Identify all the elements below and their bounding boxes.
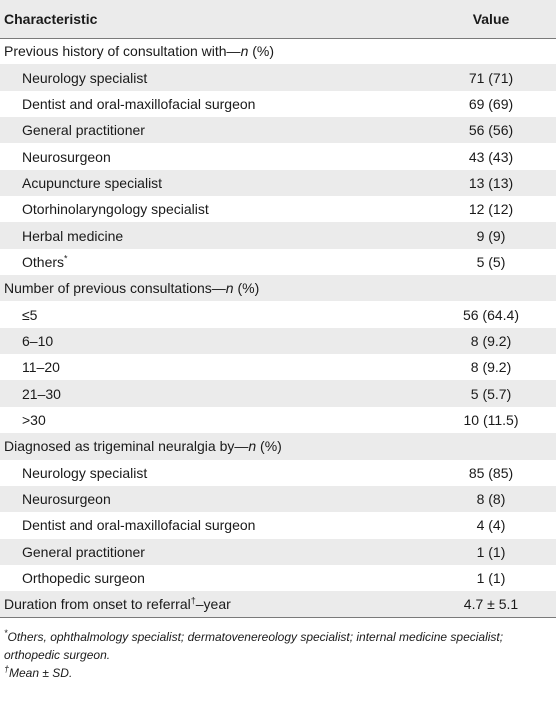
section-label-mark: †: [190, 595, 196, 606]
row-value: 8 (9.2): [470, 332, 512, 349]
table-row: [0, 354, 556, 380]
row-label-text: Others: [22, 253, 65, 270]
table-row: [0, 196, 556, 222]
row-label-text: 6–10: [22, 332, 54, 349]
row-value: 85 (85): [468, 464, 514, 481]
row-label-text: Orthopedic surgeon: [22, 570, 145, 587]
row-label-text: Neurology specialist: [22, 464, 148, 481]
row-value: 56 (64.4): [462, 306, 520, 323]
row-value: 56 (56): [468, 122, 514, 139]
row-value: 1 (1): [476, 570, 506, 587]
row-label-text: Neurosurgeon: [22, 148, 111, 165]
row-label-text: Neurology specialist: [22, 69, 148, 86]
row-label: [0, 64, 426, 90]
section-label-suffix: (%): [256, 438, 282, 455]
row-label-text: 21–30: [22, 385, 61, 402]
section-label-suffix: (%): [233, 280, 260, 297]
footnote-dagger-text: Mean ± SD.: [9, 666, 73, 681]
row-label: [0, 117, 426, 143]
header-characteristic: Characteristic: [0, 0, 426, 38]
row-value: 5 (5): [476, 253, 506, 270]
row-label: [0, 486, 426, 512]
row-label: [0, 143, 426, 169]
row-label: [0, 301, 426, 327]
row-label-text: 11–20: [22, 359, 60, 376]
row-label: [0, 249, 426, 275]
row-label-text: General practitioner: [22, 543, 145, 560]
footnote-asterisk: *: [4, 628, 8, 639]
row-label-mark: *: [64, 253, 68, 264]
row-value: 43 (43): [468, 148, 514, 165]
table-footnotes: [0, 618, 556, 682]
row-label: [0, 91, 426, 117]
row-label: [0, 407, 426, 433]
table-row: [0, 170, 556, 196]
row-value: 5 (5.7): [470, 385, 512, 402]
row-label: [0, 170, 426, 196]
footnote-dagger-mark: †: [4, 664, 10, 675]
row-label-text: >30: [22, 411, 46, 428]
row-label-text: Acupuncture specialist: [22, 174, 163, 191]
table-header-row: [0, 0, 556, 38]
table-row: [0, 222, 556, 248]
table-row: [0, 91, 556, 117]
section-row: [0, 275, 556, 301]
row-value: 8 (9.2): [470, 359, 512, 376]
row-label: [0, 354, 426, 380]
section-label-text: Duration from onset to referral: [4, 596, 191, 613]
section-label-text: Previous history of consultation with—: [4, 43, 241, 60]
row-value: 4.7 ± 5.1: [426, 591, 556, 617]
table-row: [0, 117, 556, 143]
section-label-n: n: [225, 280, 234, 297]
section-label-n: n: [240, 43, 249, 60]
table-row: [0, 486, 556, 512]
section-row: [0, 433, 556, 459]
row-value: 9 (9): [476, 227, 506, 244]
table-row: [0, 328, 556, 354]
footnote-dagger: [4, 664, 550, 682]
row-value: 69 (69): [468, 95, 514, 112]
row-label-text: Dentist and oral-maxillofacial surgeon: [22, 517, 256, 534]
row-label-text: Herbal medicine: [22, 227, 124, 244]
row-label: [0, 539, 426, 565]
table-row: [0, 407, 556, 433]
table-row: [0, 64, 556, 90]
footnote-others: [4, 628, 550, 664]
section-label-suffix: –year: [195, 596, 231, 613]
table-row: [0, 301, 556, 327]
table-row: [0, 249, 556, 275]
row-label-text: General practitioner: [22, 122, 145, 139]
header-value: Value: [426, 0, 556, 38]
table-row: [0, 565, 556, 591]
section-label-text: Number of previous consultations—: [4, 280, 226, 297]
row-label: [0, 196, 426, 222]
row-value: 71 (71): [468, 69, 514, 86]
section-row: [0, 591, 556, 617]
row-label-text: Otorhinolaryngology specialist: [22, 201, 209, 218]
table-body: [0, 38, 556, 618]
row-value: 4 (4): [476, 517, 506, 534]
table-row: [0, 380, 556, 406]
table-row: [0, 143, 556, 169]
row-value: 13 (13): [468, 174, 514, 191]
row-label: [0, 222, 426, 248]
row-label: [0, 565, 426, 591]
row-value: 12 (12): [468, 201, 514, 218]
footnote-others-text: Others, ophthalmology specialist; dermatovenereology specialist; internal medicine specialist; orthopedic surgeon.: [4, 630, 504, 663]
row-value: [426, 433, 556, 459]
row-label-text: Dentist and oral-maxillofacial surgeon: [22, 95, 256, 112]
section-label: [0, 591, 426, 617]
row-value: 8 (8): [476, 491, 506, 508]
row-label: [0, 380, 426, 406]
row-label-text: Neurosurgeon: [22, 491, 111, 508]
table-row: [0, 512, 556, 538]
table-row: [0, 539, 556, 565]
row-value: 1 (1): [476, 543, 506, 560]
row-value: [426, 38, 556, 64]
section-label-text: Diagnosed as trigeminal neuralgia by—: [4, 438, 249, 455]
section-label-suffix: (%): [248, 43, 275, 60]
row-value: 10 (11.5): [463, 411, 519, 428]
row-label-text: ≤5: [22, 306, 38, 323]
row-value: [426, 275, 556, 301]
section-label: [0, 275, 426, 301]
row-label: [0, 460, 426, 486]
row-label: [0, 328, 426, 354]
table-row: [0, 460, 556, 486]
section-label-n: n: [248, 438, 257, 455]
section-label: [0, 38, 426, 64]
section-row: [0, 38, 556, 64]
row-label: [0, 512, 426, 538]
section-label: [0, 433, 426, 459]
